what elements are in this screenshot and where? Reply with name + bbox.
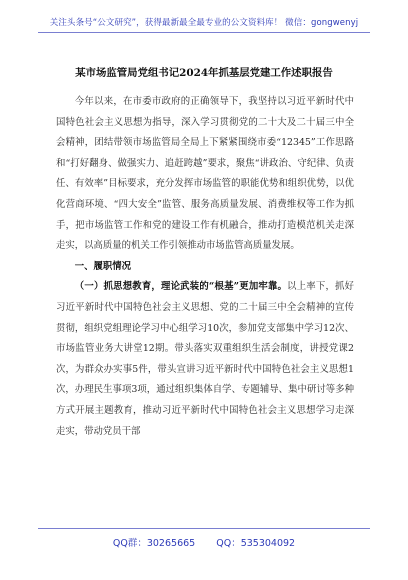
footer-qq-group: QQ群：30265665 bbox=[112, 538, 196, 549]
subsection-paragraph bbox=[56, 277, 354, 442]
document-body bbox=[56, 92, 354, 442]
header-divider bbox=[38, 32, 370, 33]
intro-paragraph: 今年以来，在市委市政府的正确领导下，我坚持以习近平新时代中国特色社会主义思想为指导，深入学习贯彻党的二十大及二十届三中全会精神，团结带领市场监管局全局上下紧紧围绕市委“12345”工作思路和“打好翻身、做强实力、追赶跨越”要求，聚焦“讲政治、守纪律、负责任、有效率”目标要求，充分发挥市场监管的职能优势和组织优势，以优化营商环境、“四大安全”监管、服务高质量发展、消费维权等工作为抓手，把市场监管工作和党的建设工作有机融合，推动打造模范机关走深走实，以高质量的机关工作引领推动市场监管高质量发展。 bbox=[56, 96, 354, 252]
footer-divider bbox=[38, 528, 370, 529]
subsection-text: 以上率下，抓好习近平新时代中国特色社会主义思想、党的二十届三中全会精神的宣传贯彻，组织党组理论学习中心组学习10次，参加党支部集中学习12次、市场监管业务大讲堂12期。带头落实双重组织生活会制度，讲授党课2次，为群众办实事5件，带头宣讲习近平新时代中国特色社会主义思想1次，办理民生事项3项，通过组织集体自学、专题辅导、集中研讨等多种方式开展主题教育，推动习近平新时代中国特色社会主义思想学习走深走实，带动党员干部 bbox=[56, 281, 354, 437]
header-note: 关注头条号“公文研究”，获得最新最全最专业的公文资料库！ 微信：gongwenyj bbox=[49, 18, 359, 28]
document-title: 某市场监管局党组书记2024年抓基层党建工作述职报告 bbox=[75, 67, 333, 79]
subsection-heading: （一）抓思想教育，理论武装的“根基”更加牢靠。 bbox=[74, 281, 288, 293]
footer-contacts bbox=[0, 535, 408, 549]
section-heading: 一、履职情况 bbox=[74, 260, 132, 272]
footer-qq: QQ：535304092 bbox=[216, 538, 296, 549]
